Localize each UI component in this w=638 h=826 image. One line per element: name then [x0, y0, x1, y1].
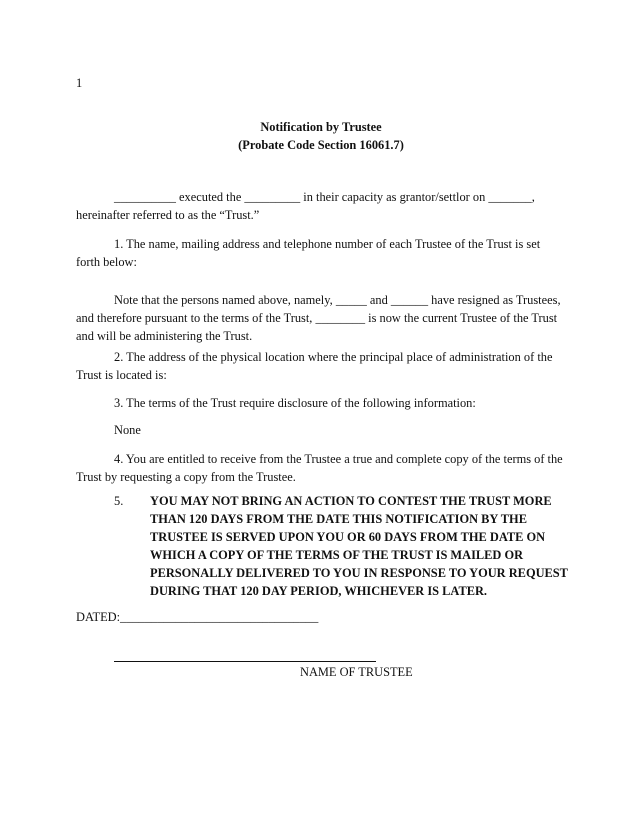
dated-line: DATED:________________________________	[76, 610, 319, 624]
signature-line	[114, 660, 376, 662]
disclosure-none: None	[114, 423, 141, 437]
note-paragraph: Note that the persons named above, namely, _____ and ______ have resigned as Trustees, and therefore pursuant to the terms of the Trust, ________ is now the current Trustee of the Trust and will be administering the Trust.	[76, 293, 561, 343]
title-line-1: Notification by Trustee	[260, 120, 382, 134]
title-line-2: (Probate Code Section 16061.7)	[238, 138, 404, 152]
paragraph-2: 2. The address of the physical location where the principal place of administration of the Trust is located is:	[76, 350, 553, 382]
paragraph-5-warning: YOU MAY NOT BRING AN ACTION TO CONTEST THE TRUST MORE THAN 120 DAYS FROM THE DATE THIS NOTIFICATION BY THE TRUSTEE IS SERVED UPON YOU OR 60 DAYS FROM THE DATE ON WHICH A COPY OF THE TERMS OF THE TRUST IS MAILED OR PERSONALLY DELIVERED TO YOU IN RESPONSE TO YOUR REQUEST DURING THAT 120 DAY PERIOD, WHICHEVER IS LATER.	[150, 494, 568, 598]
document-title	[0, 118, 638, 154]
intro-paragraph: __________ executed the _________ in their capacity as grantor/settlor on _______, hereinafter referred to as the “Trust.”	[76, 190, 535, 222]
paragraph-5-number: 5.	[114, 494, 124, 508]
signature-label: NAME OF TRUSTEE	[300, 665, 413, 679]
paragraph-1: 1. The name, mailing address and telephone number of each Trustee of the Trust is set forth below:	[76, 237, 541, 269]
paragraph-4: 4. You are entitled to receive from the Trustee a true and complete copy of the terms of the Trust by requesting a copy from the Trustee.	[76, 452, 563, 484]
paragraph-3: 3. The terms of the Trust require disclosure of the following information:	[114, 396, 476, 410]
page-number: 1	[76, 76, 83, 90]
